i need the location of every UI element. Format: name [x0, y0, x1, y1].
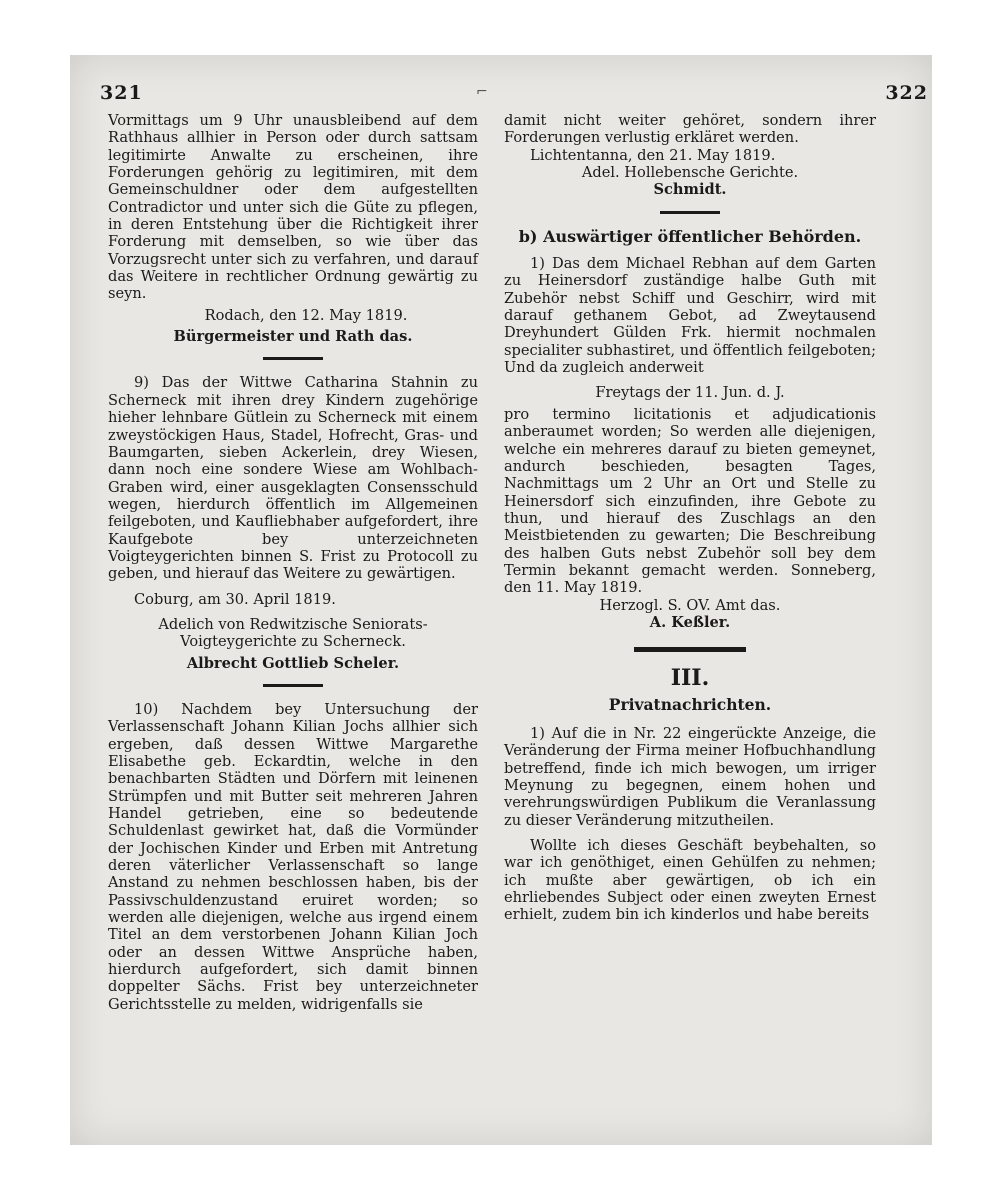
section-rule: [634, 647, 746, 652]
ink-mark: ⌐: [476, 84, 488, 100]
notice-9-text: 9) Das der Wittwe Catharina Stahnin zu Scherneck mit ihren drey Kindern zugehörige hieher lehnbare Gütlein zu Scherneck mit einem zweystöckigen Haus, Stadel, Hofrecht, Gras- und Baumgarten, sieben Ackerlein, drey Wiesen, dann noch eine sondere Wiese am Wohlbach-Graben wird, einer ausgeklagten Consensschuld wegen, hierdurch öffentlich im Allgemeinen feilgeboten, und Kaufliebhaber aufgefordert, ihre Kaufgebote bey unterzeichneten Voigteygerichten binnen S. Frist zu Protocoll zu geben, und hierauf das Weitere zu gewärtigen.: [108, 374, 478, 583]
page-number-left: 321: [100, 82, 143, 104]
notice-lichtentanna-text: damit nicht weiter gehöret, sondern ihrer Forderungen verlustig erkläret werden.: [504, 112, 876, 147]
notice-rodach-place-date: Rodach, den 12. May 1819.: [204, 306, 408, 324]
separator-rule: [263, 684, 323, 687]
section-heading-b: b) Auswärtiger öffentlicher Behörden.: [518, 226, 862, 246]
notice-9-authority: Adelich von Redwitzische Seniorats-Voigteygerichte zu Scherneck.: [158, 615, 428, 651]
separator-rule: [660, 211, 720, 214]
right-column: [504, 112, 876, 924]
notice-9-signature: Albrecht Gottlieb Scheler.: [186, 654, 400, 672]
notice-rodach-signature: Bürgermeister und Rath das.: [173, 328, 413, 346]
notice-heinersdorf-signature: A. Keßler.: [649, 613, 731, 631]
page-number-right: 322: [885, 82, 928, 104]
section-heading-private: Privatnachrichten.: [608, 694, 772, 714]
notice-heinersdorf-authority: Herzogl. S. OV. Amt das.: [599, 596, 781, 614]
notice-lichtentanna-signature: Schmidt.: [653, 181, 727, 199]
notice-10-text: 10) Nachdem bey Untersuchung der Verlassenschaft Johann Kilian Jochs allhier sich ergeben, daß dessen Wittwe Margarethe Elisabethe geb. Eckardtin, welche in den benachbarten Städten und Dörfern mit leinenen Strümpfen und mit Butter seit mehreren Jahren Handel getrieben, eine so bedeutende Schuldenlast gewirket hat, daß die Vormünder der Jochischen Kinder und Erben mit Antretung deren väterlicher Verlassenschaft so lange Anstand zu nehmen beschlossen haben, bis der Passivschuldenzustand eruiret worden; so werden alle diejenigen, welche aus irgend einem Titel an dem verstorbenen Johann Kilian Joch oder an dessen Wittwe Ansprüche haben, hierdurch aufgefordert, sich damit binnen doppelter Sächs. Frist bey unterzeichneter Gerichtsstelle zu melden, widrigenfalls sie: [108, 700, 478, 1013]
private-notice-continuation: Wollte ich dieses Geschäft beybehalten, so war ich genöthiget, einen Gehülfen zu nehmen; ich mußte aber gewärtigen, ob ich ein ehrliebendes Subject oder einen zweyten Ernest erhielt, zudem bin ich kinderlos und habe bereits: [504, 837, 876, 924]
notice-rodach-text: Vormittags um 9 Uhr unausbleibend auf dem Rathhaus allhier in Person oder durch sattsam legitimirte Anwalte zu erscheinen, ihre Forderungen gehörig zu legitimiren, mit dem Gemeinschuldner oder dem aufgestellten Contradictor und unter sich die Güte zu pflegen, in deren Entstehung über die Richtigkeit ihrer Forderung mit demselben, so wie über das Vorzugsrecht unter sich zu verfahren, und darauf das Weitere in rechtlicher Ordnung gewärtig zu seyn.: [108, 112, 478, 303]
notice-lichtentanna-authority: Adel. Hollebensche Gerichte.: [581, 164, 799, 182]
left-column: [108, 112, 478, 1013]
separator-rule: [263, 357, 323, 360]
notice-lichtentanna-place-date: Lichtentanna, den 21. May 1819.: [530, 146, 776, 164]
notice-heinersdorf-date-line: Freytags der 11. Jun. d. J.: [595, 384, 785, 402]
notice-heinersdorf-continuation: pro termino licitationis et adjudicationis anberaumet worden; So werden alle diejenigen, welche ein mehreres darauf zu bieten gemeynet, andurch beschieden, besagten Tages, Nachmittags um 2 Uhr an Ort und Stelle zu Heinersdorf sich einzufinden, ihre Gebote zu thun, und hierauf des Zuschlags an den Meistbietenden zu gewarten; Die Beschreibung des halben Guts nebst Zubehör soll bey dem Termin bekannt gemacht werden. Sonneberg, den 11. May 1819.: [504, 405, 876, 597]
notice-9-place-date: Coburg, am 30. April 1819.: [134, 590, 336, 608]
section-heading-roman: III.: [670, 665, 710, 692]
private-notice-text: 1) Auf die in Nr. 22 eingerückte Anzeige, die Veränderung der Firma meiner Hofbuchhandlung betreffend, finde ich mich bewogen, um irriger Meynung zu begegnen, einem hohen und verehrungswürdigen Publikum die Veranlassung zu dieser Veränderung mitzutheilen.: [504, 724, 876, 829]
notice-heinersdorf-text: 1) Das dem Michael Rebhan auf dem Garten zu Heinersdorf zuständige halbe Guth mit Zubehör nebst Schiff und Geschirr, wird mit darauf gethanem Gebot, ad Zweytausend Dreyhundert Gülden Frk. hiermit nochmalen specialiter subhastiret, und öffentlich feilgeboten; Und da zugleich anderweit: [504, 255, 876, 377]
